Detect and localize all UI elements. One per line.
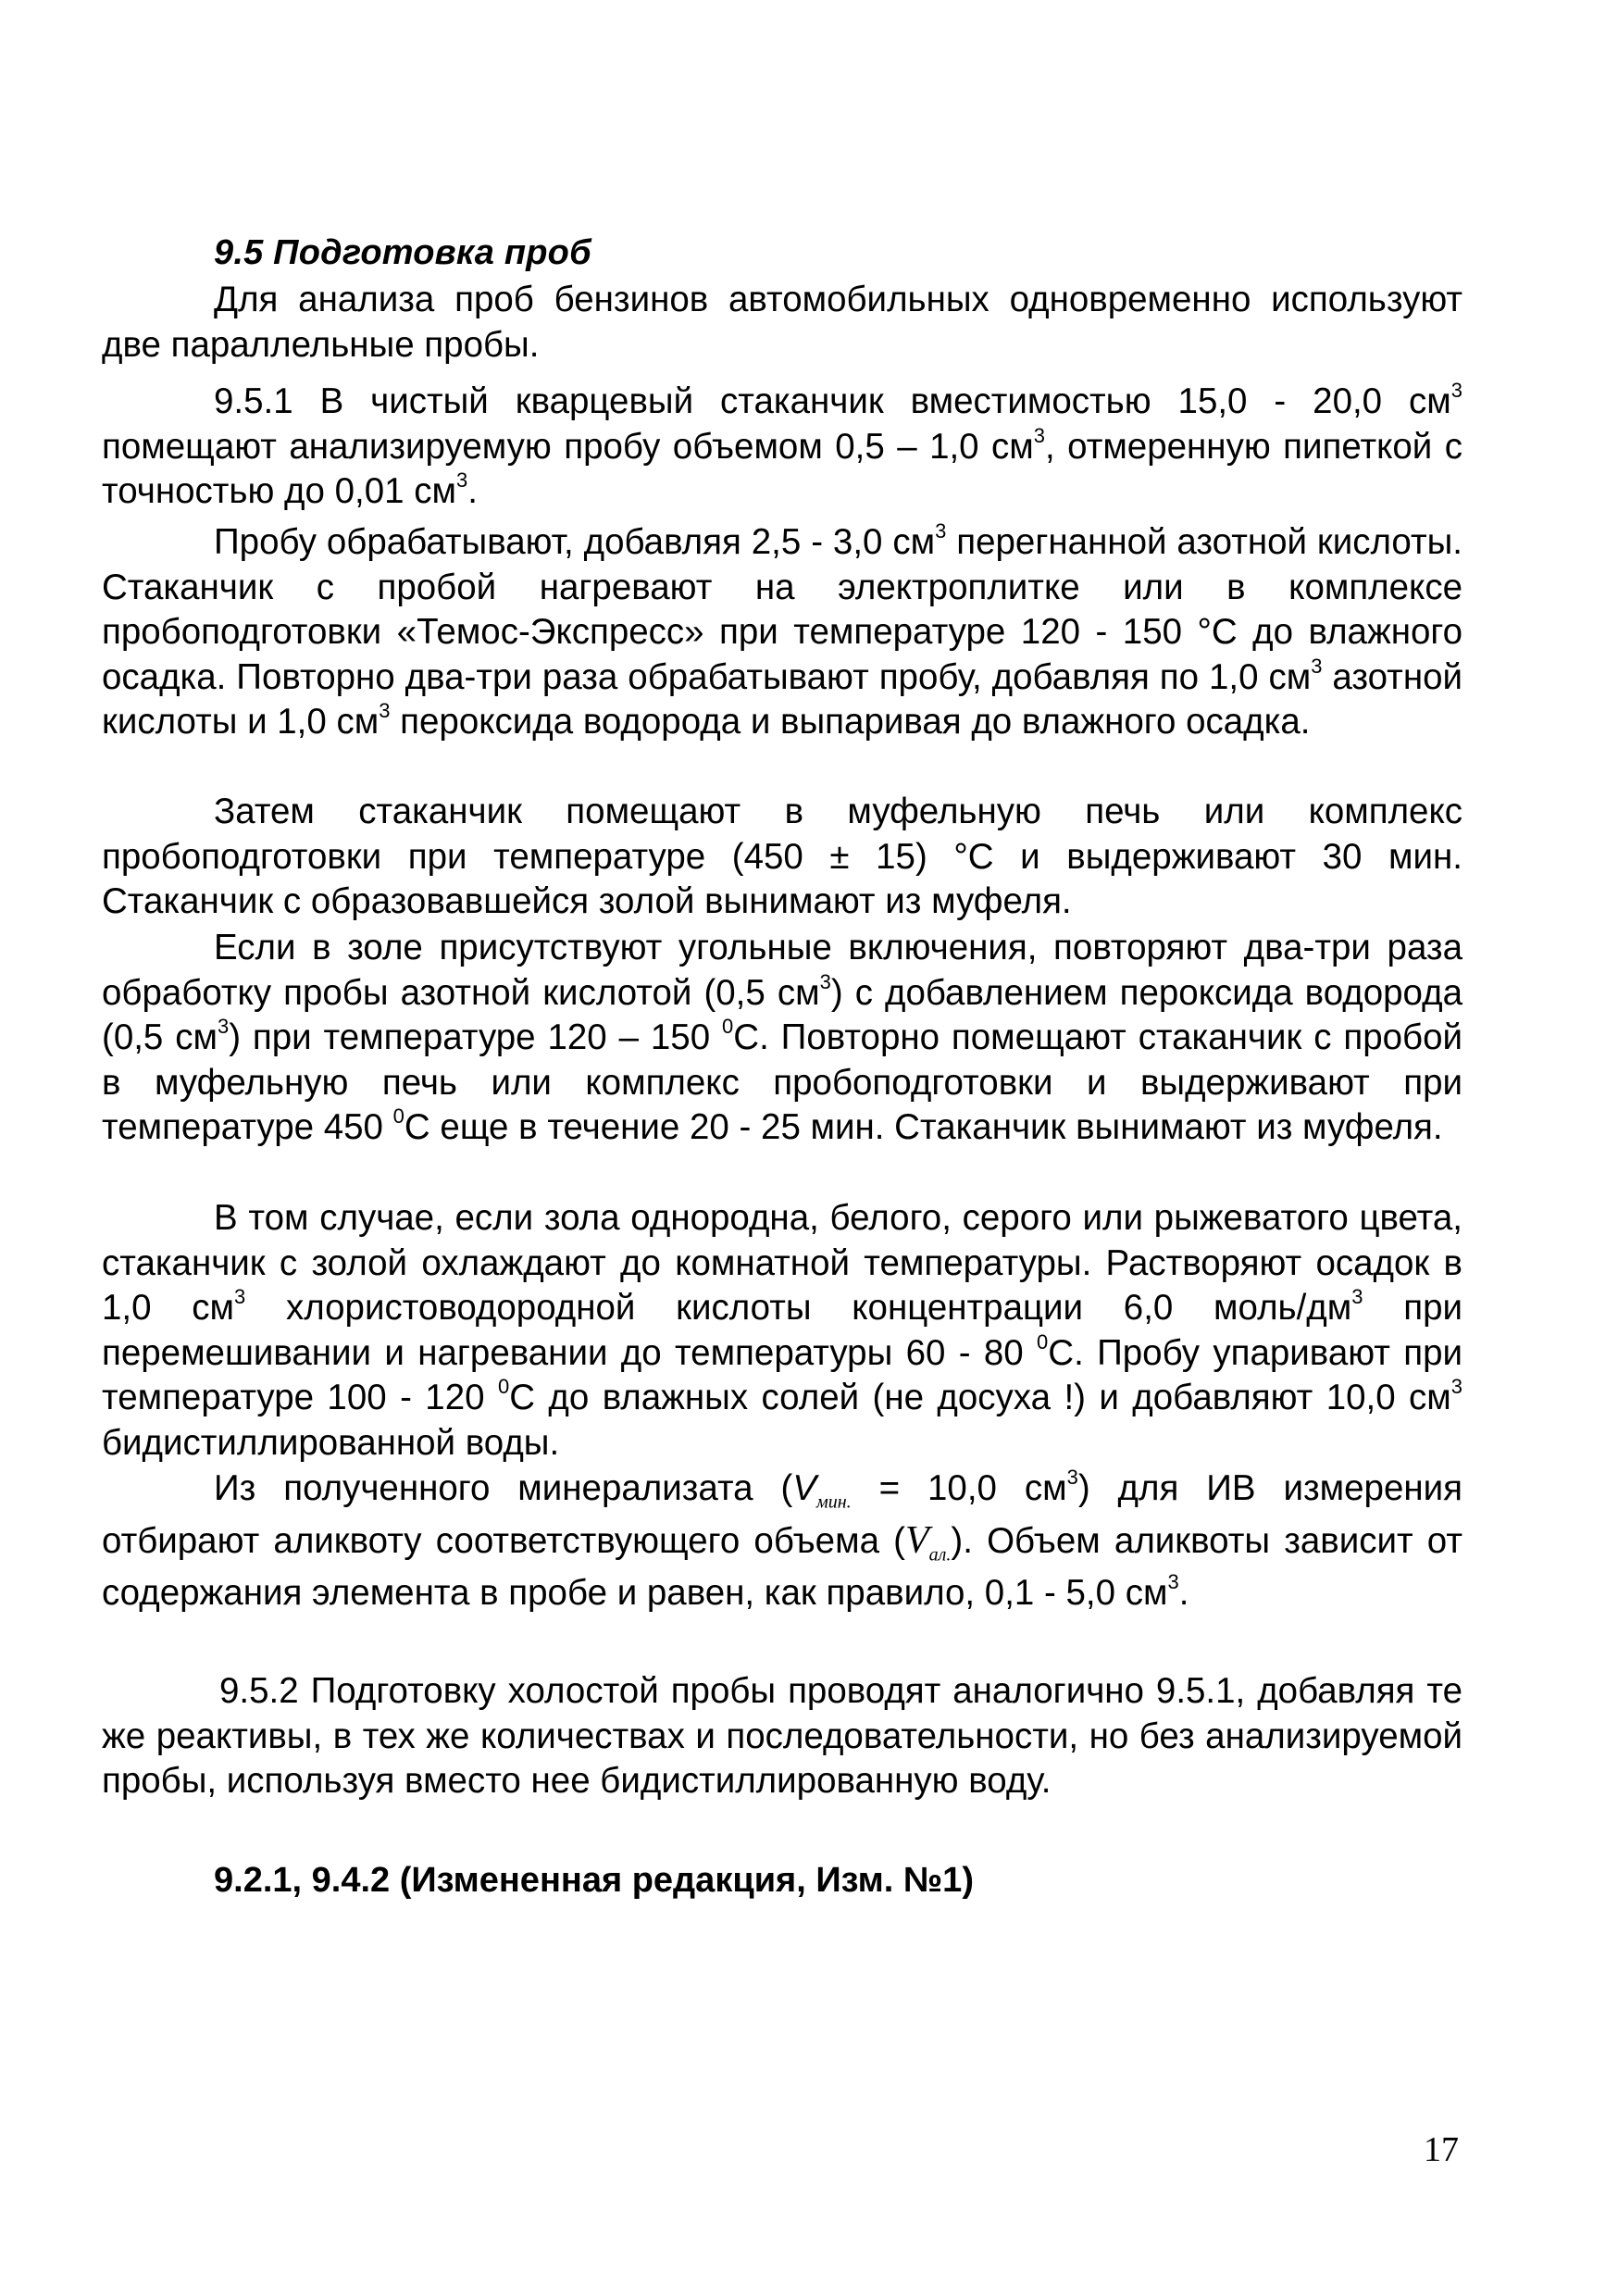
paragraph-text: Для анализа проб бензинов автомобильных одновременно используют две параллельные пробы. xyxy=(102,280,1462,365)
superscript-cube: 3 xyxy=(1351,1285,1363,1309)
paragraph-text: = 10,0 см xyxy=(851,1468,1067,1508)
paragraph-muffle-furnace xyxy=(102,790,1462,925)
superscript-cube: 3 xyxy=(1311,654,1323,678)
paragraph-text: помещают анализируемую пробу объемом 0,5 – 1,0 см xyxy=(102,426,1034,467)
paragraph-parallel-samples xyxy=(102,278,1462,368)
paragraph-text: Пробу обрабатывают, добавляя 2,5 - 3,0 см xyxy=(214,522,936,562)
paragraph-9-5-1 xyxy=(102,380,1462,515)
paragraph-ash-dissolution xyxy=(102,1196,1462,1466)
superscript-cube: 3 xyxy=(819,969,831,993)
superscript-cube: 3 xyxy=(935,519,947,543)
paragraph-9-5-2 xyxy=(102,1669,1462,1804)
superscript-cube: 3 xyxy=(455,468,468,493)
paragraph-text: С еще в течение 20 - 25 мин. Стаканчик вынимают из муфеля. xyxy=(404,1107,1443,1147)
paragraph-text: при перемешивании и нагревании до температуры 60 - 80 xyxy=(102,1288,1463,1373)
paragraph-aliquot xyxy=(102,1463,1462,1619)
superscript-degree: 0 xyxy=(722,1015,734,1039)
paragraph-text: азотной кислоты и 1,0 см xyxy=(102,656,1462,742)
paragraph-treatment xyxy=(102,520,1462,745)
paragraph-text: Если в золе присутствуют угольные включения, повторяют два-три раза обработку пробы азотной кислотой (0,5 см xyxy=(102,928,1462,1013)
amendment-note: 9.2.1, 9.4.2 (Измененная редакция, Изм. №1) xyxy=(214,1861,974,1900)
paragraph-text: перегнанной азотной кислоты. Стаканчик с пробой нагревают на электроплитке или в комплексе пробоподготовки «Темос-Экспресс» при температуре 120 - 150 °С до влажного осадка. Повторно два-три раза обрабатывают пробу, добавляя по 1,0 см xyxy=(102,522,1462,697)
superscript-cube: 3 xyxy=(1450,1375,1462,1399)
superscript-cube: 3 xyxy=(1066,1466,1078,1490)
paragraph-text: пероксида водорода и выпаривая до влажного осадка. xyxy=(390,702,1311,742)
paragraph-text: хлористоводородной кислоты концентрации 6,0 моль/дм xyxy=(245,1288,1352,1328)
superscript-cube: 3 xyxy=(1033,423,1045,447)
volume-symbol: V xyxy=(792,1468,816,1508)
paragraph-text: С. Повторно помещают стаканчик с пробой в муфельную печь или комплекс пробоподготовки и выдерживают при температуре 450 xyxy=(102,1017,1462,1147)
paragraph-text: . xyxy=(1178,1573,1189,1613)
paragraph-text: ). Объем аликвоты зависит от содержания элемента в пробе и равен, как правило, 0,1 - 5,0 см xyxy=(102,1521,1462,1613)
superscript-cube: 3 xyxy=(379,699,391,723)
superscript-degree: 0 xyxy=(392,1104,404,1129)
superscript-cube: 3 xyxy=(234,1285,246,1309)
paragraph-text: 9.5.2 Подготовку холостой пробы проводят аналогично 9.5.1, добавляя те же реактивы, в тех же количествах и последовательности, но без анализируемой пробы, используя вместо нее бидистиллированную воду. xyxy=(102,1671,1462,1801)
volume-subscript: мин. xyxy=(816,1491,852,1513)
superscript-degree: 0 xyxy=(1037,1329,1049,1354)
paragraph-text: ) с добавлением пероксида водорода (0,5 см xyxy=(102,972,1462,1057)
paragraph-text: , отмеренную пипеткой с точностью до 0,01 см xyxy=(102,426,1462,511)
section-heading: 9.5 Подготовка проб xyxy=(214,233,591,272)
paragraph-text: ) при температуре 120 – 150 xyxy=(229,1017,723,1057)
paragraph-text: Из полученного минерализата ( xyxy=(214,1468,793,1508)
superscript-degree: 0 xyxy=(497,1375,510,1399)
superscript-cube: 3 xyxy=(1450,379,1462,403)
page-number: 17 xyxy=(1424,2130,1459,2169)
superscript-cube: 3 xyxy=(1167,1570,1179,1594)
paragraph-text: В том случае, если зола однородна, белого, серого или рыжеватого цвета, стаканчик с золой охлаждают до комнатной температуры. Растворяют осадок в 1,0 см xyxy=(102,1198,1462,1328)
paragraph-text: С. Пробу упаривают при температуре 100 - 120 xyxy=(102,1332,1462,1417)
paragraph-text: бидистиллированной воды. xyxy=(102,1422,560,1463)
paragraph-text: Затем стаканчик помещают в муфельную печь или комплекс пробоподготовки при температуре (450 ± 15) °С и выдерживают 30 мин. Стаканчик с образовавшейся золой вынимают из муфеля. xyxy=(102,792,1462,921)
paragraph-text: ) для ИВ измерения отбирают аликвоту соответствующего объема ( xyxy=(102,1468,1462,1561)
aliquot-volume-symbol: V xyxy=(904,1519,929,1562)
aliquot-volume-subscript: ал. xyxy=(928,1544,952,1566)
paragraph-text: С до влажных солей (не досуха !) и добавляют 10,0 см xyxy=(509,1378,1451,1417)
paragraph-text: 9.5.1 В чистый кварцевый стаканчик вместимостью 15,0 - 20,0 см xyxy=(214,381,1451,421)
superscript-cube: 3 xyxy=(217,1015,230,1039)
paragraph-coal-inclusions xyxy=(102,926,1462,1151)
paragraph-text: . xyxy=(467,471,478,511)
